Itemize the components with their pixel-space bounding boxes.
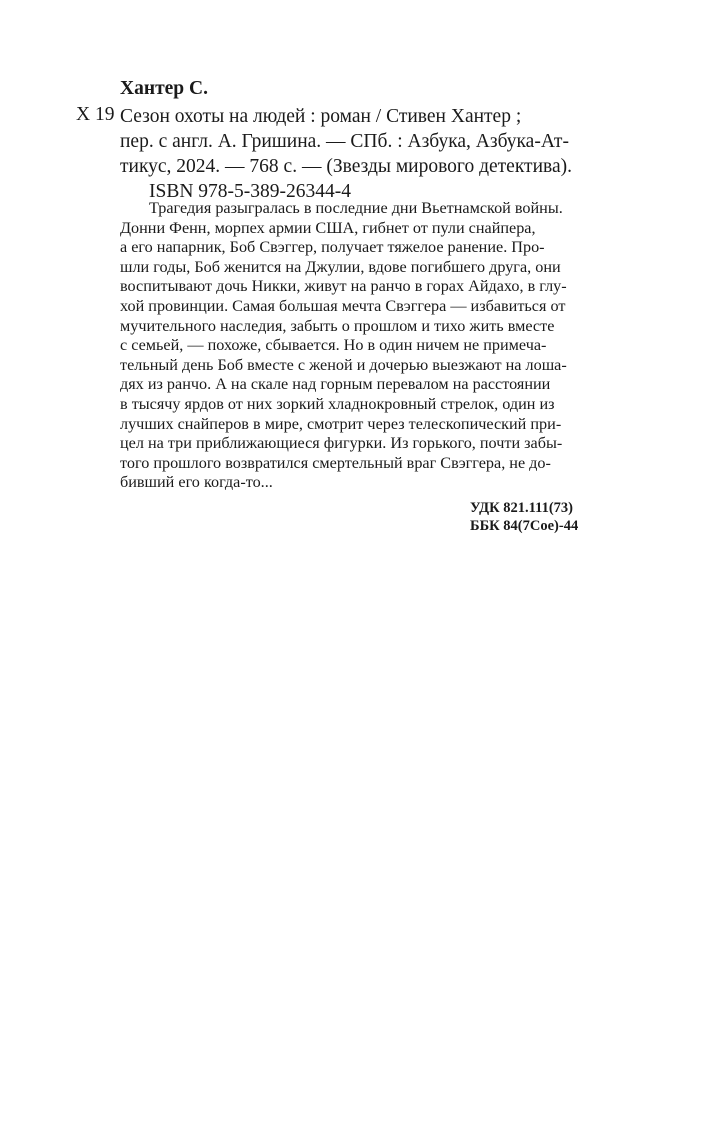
annotation-line: Донни Фенн, морпех армии США, гибнет от пули снайпера,	[120, 218, 536, 237]
udk-code: УДК 821.111(73)	[470, 500, 573, 516]
annotation-line: цел на три приближающиеся фигурки. Из горького, почти забы-	[120, 434, 563, 453]
annotation-line: того прошлого возвратился смертельный враг Свэггера, не до-	[120, 453, 551, 472]
annotation-line: в тысячу ярдов от них зоркий хладнокровный стрелок, один из	[120, 394, 555, 413]
annotation-line: с семьей, — похоже, сбывается. Но в один ничем не примеча-	[120, 336, 547, 355]
annotation-line: лучших снайперов в мире, смотрит через телескопический при-	[120, 414, 562, 433]
annotation-line: а его напарник, Боб Свэггер, получает тяжелое ранение. Про-	[120, 238, 545, 257]
annotation-line: дях из ранчо. А на скале над горным перевалом на расстоянии	[120, 375, 551, 394]
bbk-code: ББК 84(7Сое)-44	[470, 518, 579, 534]
annotation-line: мучительного наследия, забыть о прошлом и тихо жить вместе	[120, 316, 555, 335]
annotation-line: бивший его когда-то...	[120, 473, 273, 492]
annotation-line: воспитывают дочь Никки, живут на ранчо в горах Айдахо, в глу-	[120, 277, 567, 296]
biblio-line: тикус, 2024. — 768 с. — (Звезды мирового детектива).	[120, 156, 572, 177]
annotation-line: тельный день Боб вместе с женой и дочерью выезжают на лоша-	[120, 355, 567, 374]
isbn: ISBN 978-5-389-26344-4	[149, 181, 352, 202]
classification-codes	[470, 499, 578, 535]
bibliographic-description	[120, 104, 610, 204]
author-heading: Хантер С.	[120, 78, 208, 99]
author-code: Х 19	[76, 104, 115, 125]
annotation-line: шли годы, Боб женится на Джулии, вдове погибшего друга, они	[120, 257, 561, 276]
biblio-line: Сезон охоты на людей : роман / Стивен Хантер ;	[120, 106, 522, 127]
annotation-line: Трагедия разыгралась в последние дни Вьетнамской войны.	[149, 199, 563, 217]
annotation-line: хой провинции. Самая большая мечта Свэггера — избавиться от	[120, 296, 566, 315]
annotation	[120, 199, 610, 493]
biblio-line: пер. с англ. А. Гришина. — СПб. : Азбука, Азбука-Ат-	[120, 131, 569, 152]
